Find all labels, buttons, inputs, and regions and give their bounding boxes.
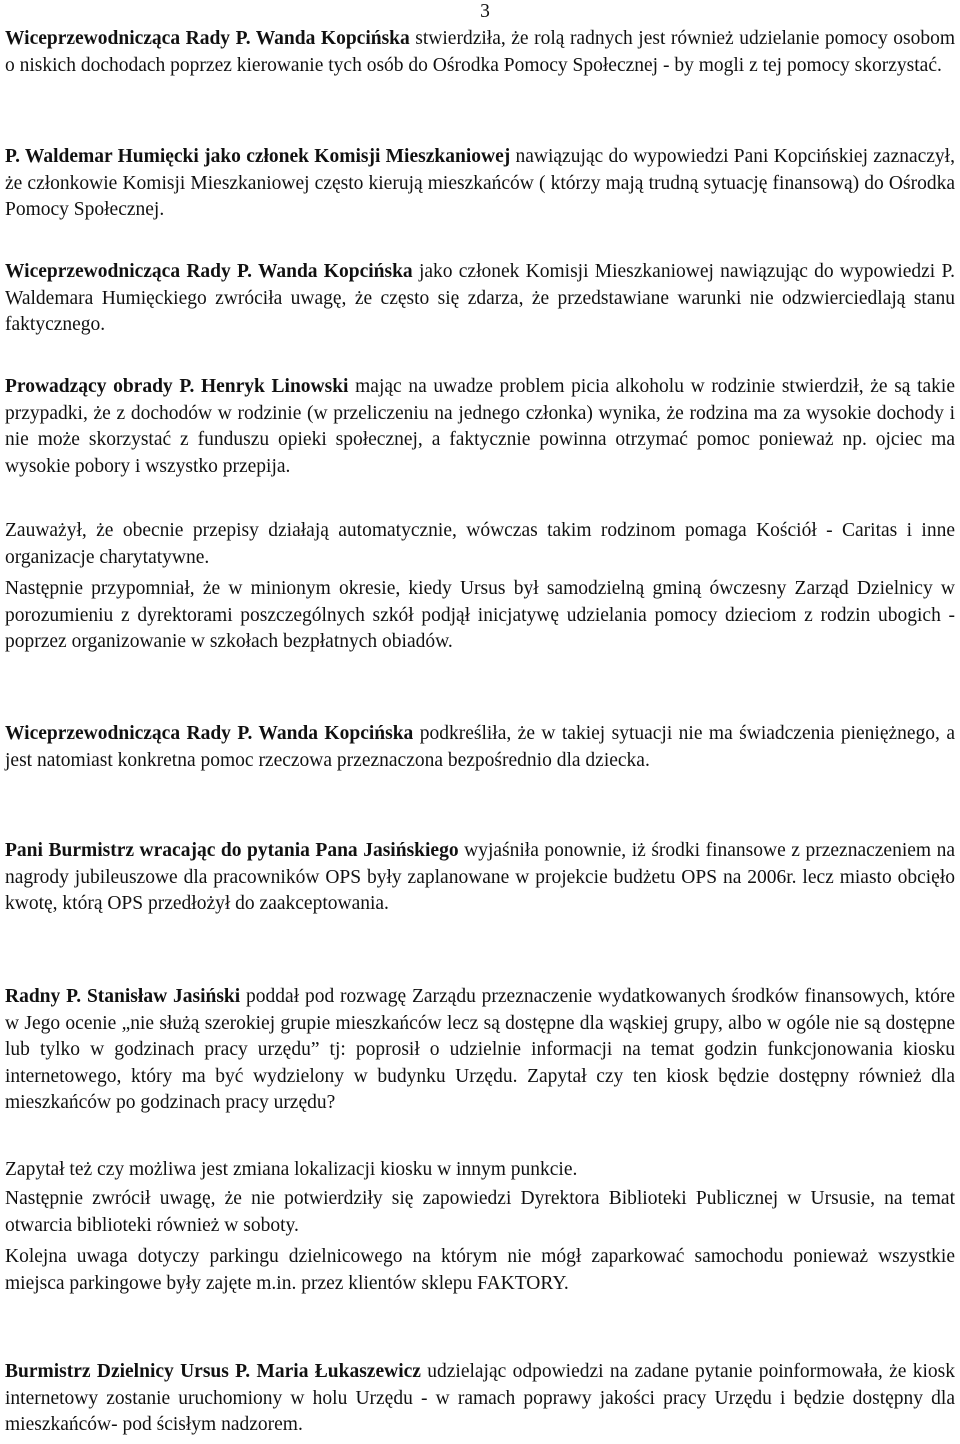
paragraph-10 <box>5 1157 955 1184</box>
speaker-name: Pani Burmistrz wracając do pytania Pana Jasińskiego <box>5 840 459 861</box>
paragraph-2 <box>5 144 955 224</box>
paragraph-5 <box>5 518 955 571</box>
speaker-name: Wiceprzewodnicząca Rady P. Wanda Kopcińska <box>5 723 414 744</box>
paragraph-text: poddał pod rozwagę Zarządu przeznaczenie wydatkowanych środków finansowych, które w Jego ocenie „nie służą szerokiej grupie mieszkańców lecz są dostępne dla wąskiej grupy, albo w ogóle nie są dostępne lub tylko w godzinach pracy urzędu” tj: poprosił o udzielnie informacji na temat godzin funkcjonowania kiosku internetowego, który ma być wydzielony w budynku Urzędu. Zapytał czy ten kiosk będzie dostępny również dla mieszkańców po godzinach pracy urzędu? <box>5 986 955 1113</box>
paragraph-text: mając na uwadze problem picia alkoholu w rodzinie stwierdził, że są takie przypadki, że z dochodów w rodzinie (w przeliczeniu na jednego członka) wynika, że rodzina ma za wysokie dochody i nie może skorzystać z funduszu opieki społecznej, a faktycznie powinna otrzymać pomoc ponieważ np. ojciec ma wysokie pobory i wszystko przepija. <box>5 376 955 477</box>
paragraph-8 <box>5 838 955 918</box>
speaker-name: Wiceprzewodnicząca Rady P. Wanda Kopcińska <box>5 28 410 49</box>
speaker-name: Wiceprzewodnicząca Rady P. Wanda Kopcińska <box>5 261 413 282</box>
paragraph-text: stwierdziła, że rolą radnych jest również udzielanie pomocy osobom o niskich dochodach poprzez kierowanie tych osób do Ośrodka Pomocy Społecznej - by mogli z tej pomocy skorzystać. <box>5 28 955 76</box>
paragraph-text: Zapytał też czy możliwa jest zmiana lokalizacji kiosku w innym punkcie. <box>5 1159 578 1180</box>
paragraph-text: nawiązując do wypowiedzi Pani Kopcińskiej zaznaczył, że członkowie Komisji Mieszkaniowej często kierują mieszkańców ( którzy mają trudną sytuację finansową) do Ośrodka Pomocy Społecznej. <box>5 146 955 220</box>
document-page <box>5 0 955 1444</box>
speaker-name: Radny P. Stanisław Jasiński <box>5 986 241 1007</box>
speaker-name: Prowadzący obrady P. Henryk Linowski <box>5 376 349 397</box>
paragraph-text: udzielając odpowiedzi na zadane pytanie poinformowała, że kiosk internetowy zostanie uruchomiony w holu Urzędu - w ramach poprawy jakości pracy Urzędu i będzie dostępny dla mieszkańców- pod ścisłym nadzorem. <box>5 1361 955 1435</box>
paragraph-text: Następnie zwrócił uwagę, że nie potwierdziły się zapowiedzi Dyrektora Biblioteki Publicznej w Ursusie, na temat otwarcia biblioteki również w soboty. <box>5 1188 955 1236</box>
paragraph-text: Następnie przypomniał, że w minionym okresie, kiedy Ursus był samodzielną gminą ówczesny Zarząd Dzielnicy w porozumieniu z dyrektorami poszczególnych szkół podjął inicjatywę udzielania pomocy dzieciom z rodzin ubogich - poprzez organizowanie w szkołach bezpłatnych obiadów. <box>5 578 955 652</box>
paragraph-13 <box>5 1359 955 1439</box>
paragraph-text: Zauważył, że obecnie przepisy działają automatycznie, wówczas takim rodzinom pomaga Kościół - Caritas i inne organizacje charytatywne. <box>5 520 955 568</box>
paragraph-text: podkreśliła, że w takiej sytuacji nie ma świadczenia pieniężnego, a jest natomiast konkretna pomoc rzeczowa przeznaczona bezpośrednio dla dziecka. <box>5 723 956 771</box>
paragraph-text: jako członek Komisji Mieszkaniowej nawiązując do wypowiedzi P. Waldemara Humięckiego zwróciła uwagę, że często się zdarza, że przedstawiane warunki nie odzwierciedlają stanu faktycznego. <box>5 261 956 335</box>
paragraph-7 <box>5 721 955 774</box>
paragraph-9 <box>5 984 955 1117</box>
paragraph-6 <box>5 576 955 656</box>
paragraph-12 <box>5 1244 955 1297</box>
paragraph-3 <box>5 259 955 339</box>
paragraph-4 <box>5 374 955 480</box>
paragraph-1 <box>5 26 955 79</box>
paragraph-11 <box>5 1186 955 1239</box>
page-number: 3 <box>480 1 490 22</box>
speaker-name: P. Waldemar Humięcki jako członek Komisji Mieszkaniowej <box>5 146 511 167</box>
paragraph-text: Kolejna uwaga dotyczy parkingu dzielnicowego na którym nie mógł zaparkować samochodu ponieważ wszystkie miejsca parkingowe były zajęte m.in. przez klientów sklepu FAKTORY. <box>5 1246 955 1294</box>
speaker-name: Burmistrz Dzielnicy Ursus P. Maria Łukaszewicz <box>5 1361 421 1382</box>
paragraph-text: wyjaśniła ponownie, iż środki finansowe z przeznaczeniem na nagrody jubileuszowe dla pracowników OPS były zaplanowane w projekcie budżetu OPS na 2006r. lecz miasto obcięło kwotę, którą OPS przedłożył do zaakceptowania. <box>5 840 955 914</box>
